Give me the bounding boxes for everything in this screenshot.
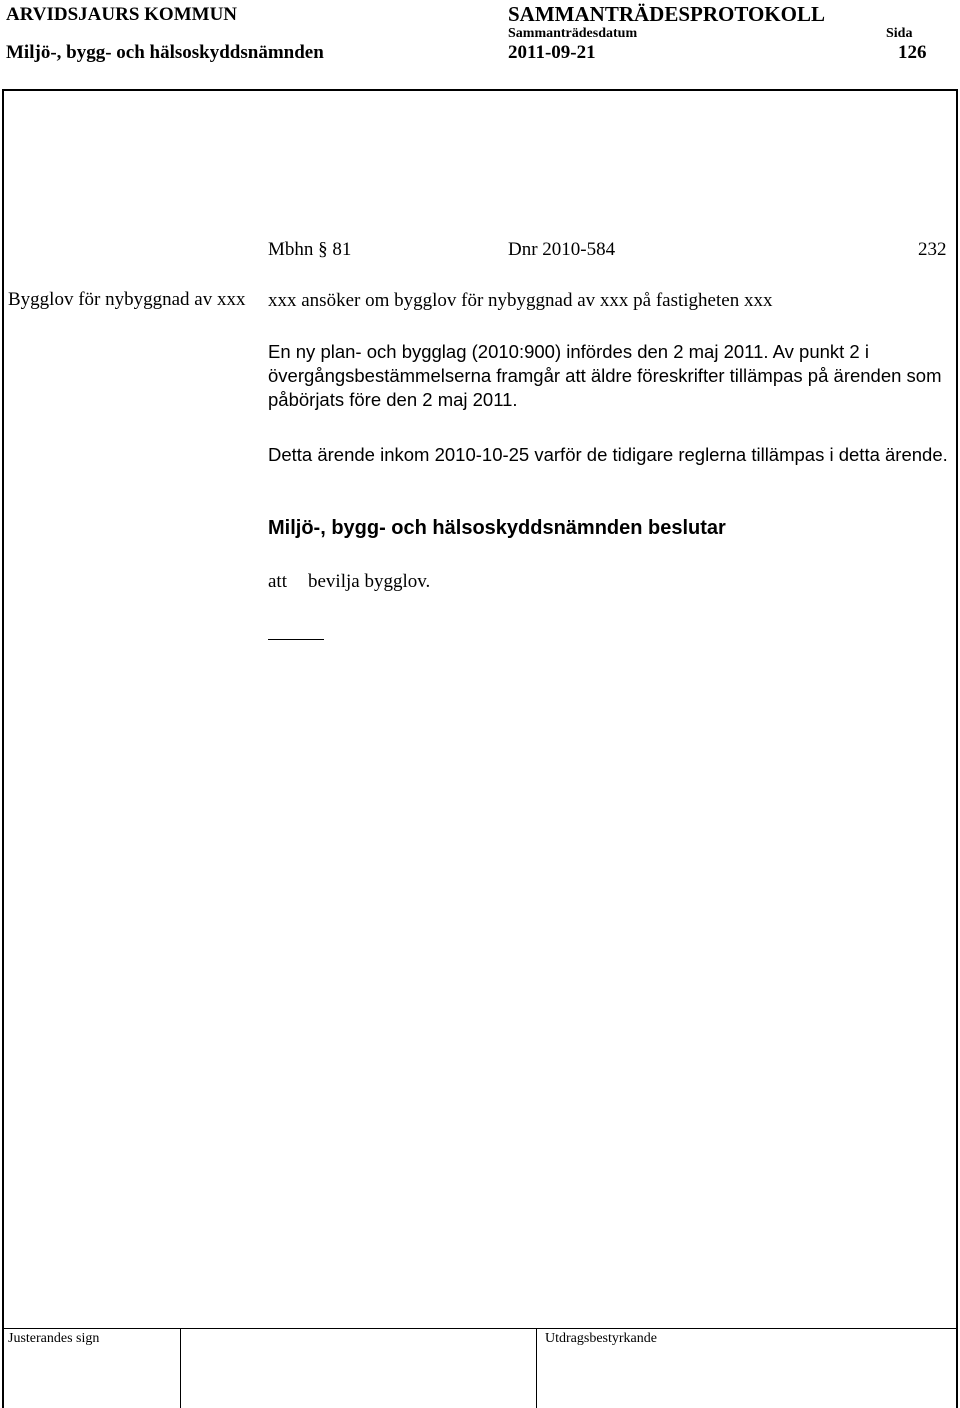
organization-name: ARVIDSJAURS KOMMUN (6, 4, 238, 25)
paragraph-application: xxx ansöker om bygglov för nybyggnad av xxx på fastigheten xxx (268, 290, 773, 311)
document-type: SAMMANTRÄDESPROTOKOLL (508, 2, 825, 26)
decision-att: att (268, 571, 287, 592)
case-paragraph: Mbhn § 81 (268, 239, 352, 260)
frame-right-rule (956, 89, 958, 1408)
page-number: 126 (898, 42, 927, 63)
case-side-title: Bygglov för nybyggnad av xxx (8, 289, 246, 310)
paragraph-received: Detta ärende inkom 2010-10-25 varför de tidigare reglerna tillämpas i detta ärende. (268, 444, 948, 465)
date-label: Sammanträdesdatum (508, 26, 638, 41)
page-label: Sida (886, 26, 913, 41)
case-dnr: Dnr 2010-584 (508, 239, 616, 260)
frame-left-rule (2, 89, 4, 1408)
case-number: 232 (918, 239, 947, 260)
decision-text: bevilja bygglov. (308, 571, 431, 592)
meeting-date: 2011-09-21 (508, 42, 596, 63)
footer-divider (180, 1328, 181, 1408)
frame-top-rule (2, 89, 958, 91)
footer-divider (536, 1328, 537, 1408)
signature-label: Justerandes sign (8, 1331, 100, 1346)
extract-label: Utdragsbestyrkande (545, 1331, 657, 1346)
committee-name: Miljö-, bygg- och hälsoskyddsnämnden (6, 42, 324, 63)
decision-heading: Miljö-, bygg- och hälsoskyddsnämnden beslutar (268, 517, 726, 539)
paragraph-law: En ny plan- och bygglag (2010:900) infördes den 2 maj 2011. Av punkt 2 i övergångsbestämmelserna framgår att äldre föreskrifter tillämpas på ärenden som påbörjats före den 2 maj 2011. (268, 341, 942, 410)
end-rule (268, 639, 324, 640)
footer-rule (2, 1328, 958, 1329)
